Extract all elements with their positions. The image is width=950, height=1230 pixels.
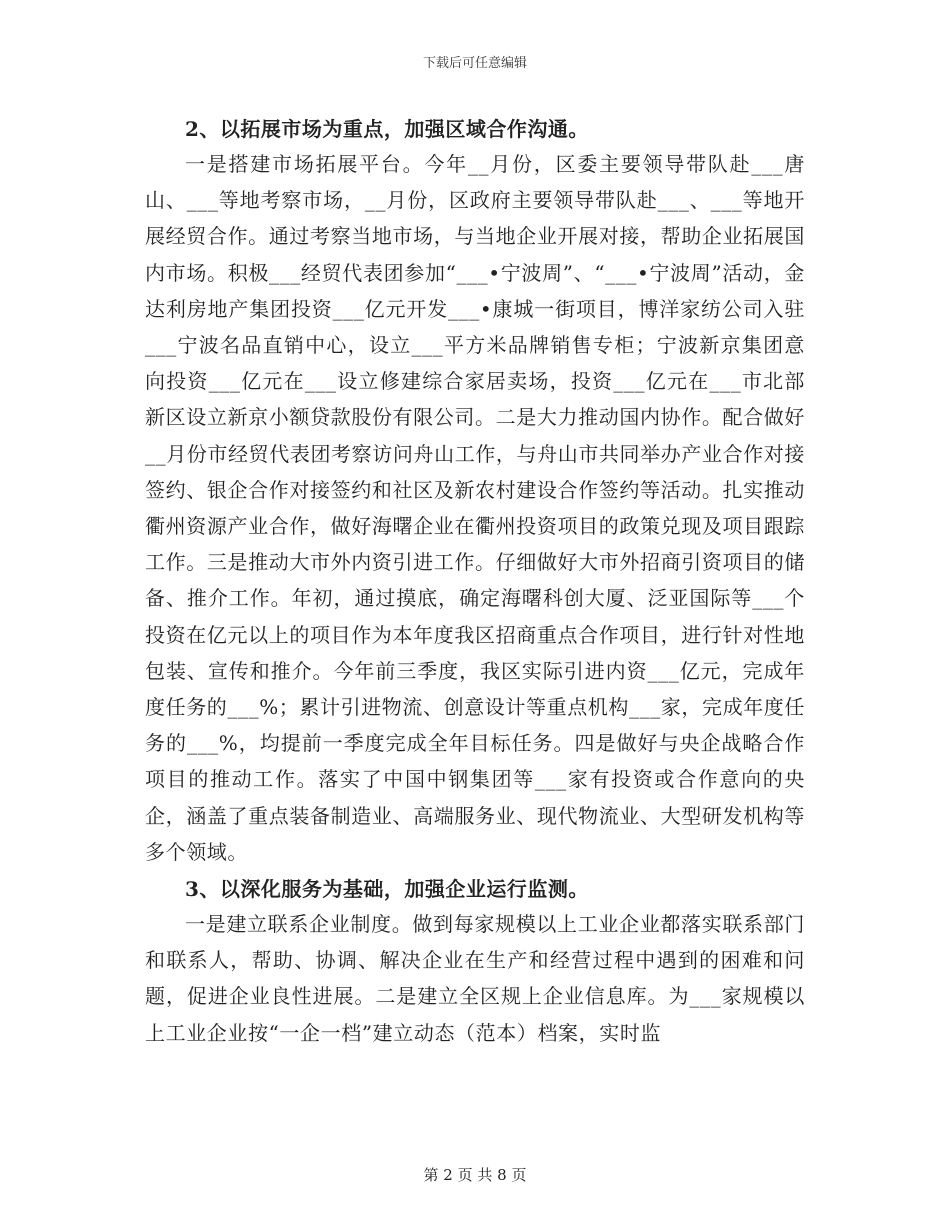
section-heading-market-expansion: 2、以拓展市场为重点，加强区域合作沟通。 [185, 117, 589, 141]
page-header: 下载后可任意编辑 [422, 56, 527, 71]
section-heading-enterprise-service: 3、以深化服务为基础，加强企业运行监测。 [185, 877, 589, 902]
section-paragraph-enterprise-service: 一是建立联系企业制度。做到每家规模以上工业企业都落实联系部门和联系人，帮助、协调、解决企业在生产和经营过程中遇到的困难和问题，促进企业良性进展。二是建立全区规上企业信息库。为___家规模以上工业企业按“一企一档”建立动态（范本）档案，实时监 [145, 912, 805, 1045]
page-footer: 第 2 页 共 8 页 [423, 1166, 527, 1184]
section-paragraph-market-expansion: 一是搭建市场拓展平台。今年__月份，区委主要领导带队赴___唐山、___等地考察市场，__月份，区政府主要领导带队赴___、___等地开展经贸合作。通过考察当地市场，与当地企业开展对接，帮助企业拓展国内市场。积极___经贸代表团参加“___•宁波周”、“___•宁波周”活动，金达利房地产集团投资___亿元开发___•康城一街项目，博洋家纺公司入驻___宁波名品直销中心，设立___平方米品牌销售专柜；宁波新京集团意向投资___亿元在___设立修建综合家居卖场，投资___亿元在___市北部新区设立新京小额贷款股份有限公司。二是大力推动国内协作。配合做好__月份市经贸代表团考察访问舟山工作，与舟山市共同举办产业合作对接签约、银企合作对接签约和社区及新农村建设合作签约等活动。扎实推动衢州资源产业合作，做好海曙企业在衢州投资项目的政策兑现及项目跟踪工作。三是推动大市外内资引进工作。仔细做好大市外招商引资项目的储备、推介工作。年初，通过摸底，确定海曙科创大厦、泛亚国际等___个投资在亿元以上的项目作为本年度我区招商重点合作项目，进行针对性地包装、宣传和推介。今年前三季度，我区实际引进内资___亿元，完成年度任务的___%；累计引进物流、创意设计等重点机构___家，完成年度任务的___%，均提前一季度完成全年目标任务。四是做好与央企战略合作项目的推动工作。落实了中国中钢集团等___家有投资或合作意向的央企，涵盖了重点装备制造业、高端服务业、现代物流业、大型研发机构等多个领域。 [145, 152, 806, 864]
document-body [145, 112, 805, 1051]
